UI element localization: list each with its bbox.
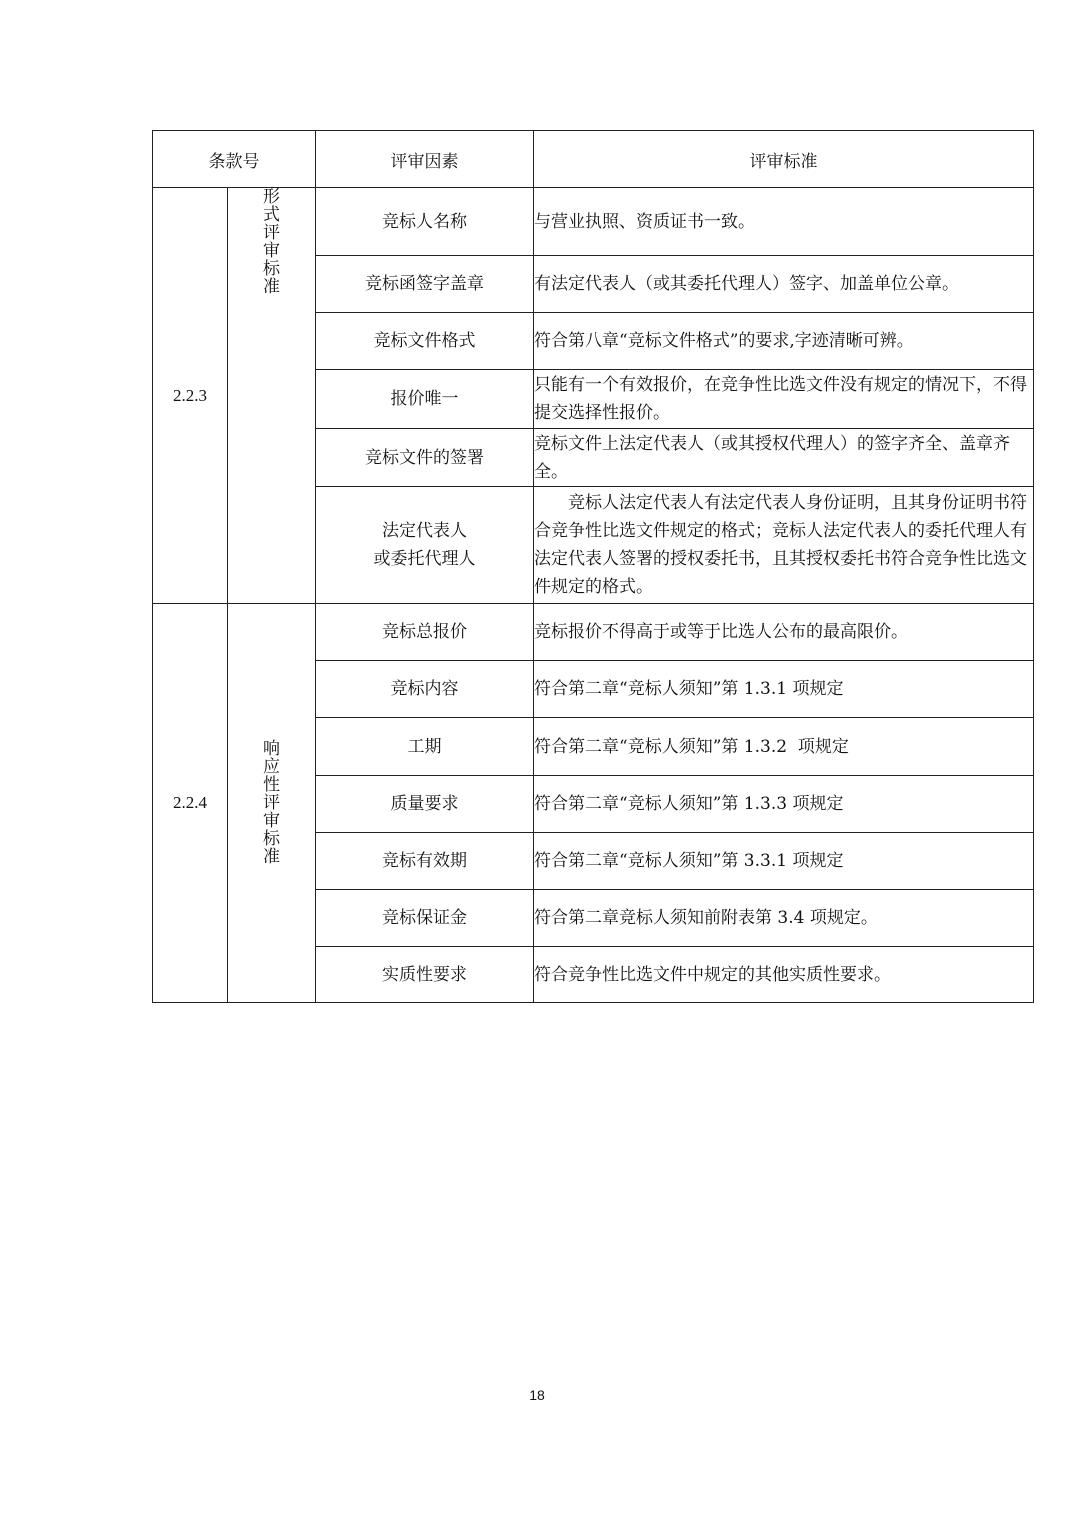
evaluation-standard: 符合第二章竞标人须知前附表第 3.4 项规定。 <box>534 890 1034 947</box>
evaluation-factor <box>316 487 534 604</box>
factor-line: 或委托代理人 <box>373 549 476 569</box>
evaluation-factor: 竞标总报价 <box>316 604 534 661</box>
evaluation-standard: 符合第八章“竞标文件格式”的要求,字迹清晰可辨。 <box>534 313 1034 370</box>
header-evaluation-factor: 评审因素 <box>316 131 534 188</box>
evaluation-standard: 符合第二章“竞标人须知”第 1.3.3 项规定 <box>534 776 1034 833</box>
category-text: 形式评审标准 <box>263 187 280 297</box>
evaluation-factor: 竞标保证金 <box>316 890 534 947</box>
evaluation-standard: 符合第二章“竞标人须知”第 3.3.1 项规定 <box>534 833 1034 890</box>
table-row <box>153 188 1034 256</box>
evaluation-factor: 报价唯一 <box>316 370 534 429</box>
page-number: 18 <box>529 1387 545 1403</box>
evaluation-factor: 竞标内容 <box>316 661 534 718</box>
evaluation-standard: 与营业执照、资质证书一致。 <box>534 188 1034 256</box>
header-evaluation-standard: 评审标准 <box>534 131 1034 188</box>
category-text: 响应性评审标准 <box>263 739 280 867</box>
category-label <box>228 604 316 1003</box>
evaluation-factor: 竞标有效期 <box>316 833 534 890</box>
clause-number: 2.2.4 <box>153 604 228 1003</box>
evaluation-standard: 竞标报价不得高于或等于比选人公布的最高限价。 <box>534 604 1034 661</box>
evaluation-standard: 竞标人法定代表人有法定代表人身份证明，且其身份证明书符合竞争性比选文件规定的格式；竞标人法定代表人的委托代理人有法定代表人签署的授权委托书，且其授权委托书符合竞争性比选文件规定的格式。 <box>534 487 1034 604</box>
evaluation-standard: 只能有一个有效报价，在竞争性比选文件没有规定的情况下，不得提交选择性报价。 <box>534 370 1034 429</box>
category-label <box>228 188 316 604</box>
table-row <box>153 604 1034 661</box>
evaluation-factor: 工期 <box>316 718 534 776</box>
evaluation-standard: 竞标文件上法定代表人（或其授权代理人）的签字齐全、盖章齐全。 <box>534 429 1034 487</box>
evaluation-factor: 竞标文件的签署 <box>316 429 534 487</box>
evaluation-standard: 符合竞争性比选文件中规定的其他实质性要求。 <box>534 947 1034 1003</box>
evaluation-factor: 竞标文件格式 <box>316 313 534 370</box>
factor-line: 法定代表人 <box>382 521 467 541</box>
evaluation-criteria-table <box>152 130 1034 1003</box>
header-clause-number: 条款号 <box>153 131 316 188</box>
evaluation-standard: 符合第二章“竞标人须知”第 1.3.1 项规定 <box>534 661 1034 718</box>
evaluation-factor: 竞标函签字盖章 <box>316 256 534 313</box>
evaluation-factor: 竞标人名称 <box>316 188 534 256</box>
clause-number: 2.2.3 <box>153 188 228 604</box>
table-header-row <box>153 131 1034 188</box>
evaluation-factor: 实质性要求 <box>316 947 534 1003</box>
evaluation-factor: 质量要求 <box>316 776 534 833</box>
evaluation-standard: 有法定代表人（或其委托代理人）签字、加盖单位公章。 <box>534 256 1034 313</box>
evaluation-standard: 符合第二章“竞标人须知”第 1.3.2 项规定 <box>534 718 1034 776</box>
